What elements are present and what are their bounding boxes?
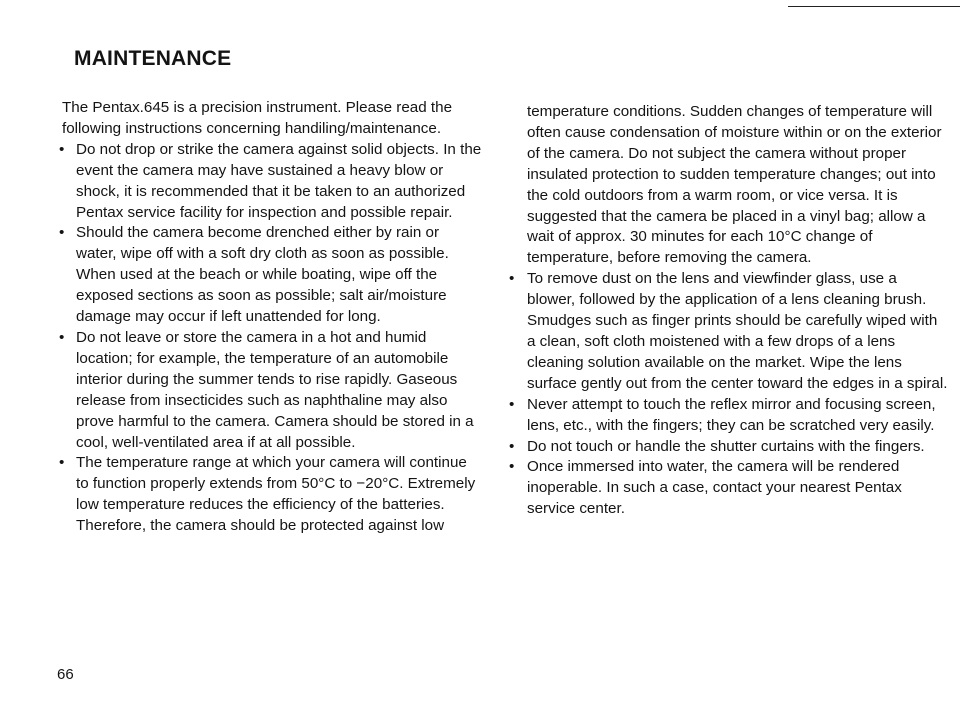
page-number: 66 [57,666,74,683]
bullet-icon: • [509,458,515,476]
right-bullet-list [509,269,949,520]
list-item-text: Should the camera become drenched either by rain or water, wipe off with a soft dry cloth as soon as possible. When used at the beach or while boating, wipe off the exposed sections as soon as possible; salt air/moisture damage may occur if left unattended for long. [76,224,449,326]
bullet-icon: • [509,270,515,288]
list-item-text: Do not leave or store the camera in a hot and humid location; for example, the temperature of an automobile interior during the summer tends to rise rapidly. Gaseous release from insecticides such as naphthaline may also prove harmful to the camera. Camera should be stored in a cool, well-ventilated area if at all possible. [76,328,474,451]
list-item [509,437,949,458]
right-column [509,102,949,520]
list-item [509,395,949,437]
left-bullet-list [59,140,482,537]
continuation-paragraph: temperature conditions. Sudden changes of temperature will often cause condensation of moisture within or on the exterior of the camera. Do not subject the camera without proper insulated protection to sudden temperature changes; out into the cold outdoors from a warm room, or vice versa. It is suggested that the camera be placed in a vinyl bag; allow a wait of approx. 30 minutes for each 10°C change of temperature, before removing the camera. [527,103,942,267]
bullet-icon: • [59,224,65,242]
top-rule [788,6,960,7]
list-item [59,328,482,453]
intro-paragraph: The Pentax.645 is a precision instrument. Please read the following instructions concerning handiling/maintenance. [62,99,453,137]
list-item-text: To remove dust on the lens and viewfinder glass, use a blower, followed by the application of a lens cleaning brush. Smudges such as finger prints should be carefully wiped with a clean, soft cloth moistened with a few drops of a lens cleaning solution available on the market. Wipe the lens surface gently out from the center toward the edges in a spiral. [527,270,948,392]
list-item [509,457,949,520]
list-item [59,223,482,328]
bullet-icon: • [509,395,515,413]
list-item [59,140,482,224]
bullet-icon: • [59,140,65,158]
list-item-text: Do not drop or strike the camera against solid objects. In the event the camera may have sustained a heavy blow or shock, it is recommended that it be taken to an authorized Pentax service facility for inspection and possible repair. [76,140,482,221]
list-item [509,269,949,394]
list-item-text: Never attempt to touch the reflex mirror and focusing screen, lens, etc., with the fingers; they can be scratched very easily. [527,395,936,434]
list-item-text: Once immersed into water, the camera will be rendered inoperable. In such a case, contact your nearest Pentax service center. [527,458,902,518]
bullet-icon: • [59,328,65,346]
bullet-icon: • [509,437,515,455]
page-title: MAINTENANCE [74,47,232,70]
left-column [59,98,482,537]
list-item-text: The temperature range at which your camera will continue to function properly extends from 50°C to −20°C. Extremely low temperature reduces the efficiency of the batteries. Therefore, the camera should be protected against low [76,454,476,535]
list-item [59,453,482,537]
bullet-icon: • [59,454,65,472]
list-item-text: Do not touch or handle the shutter curtains with the fingers. [527,437,925,455]
